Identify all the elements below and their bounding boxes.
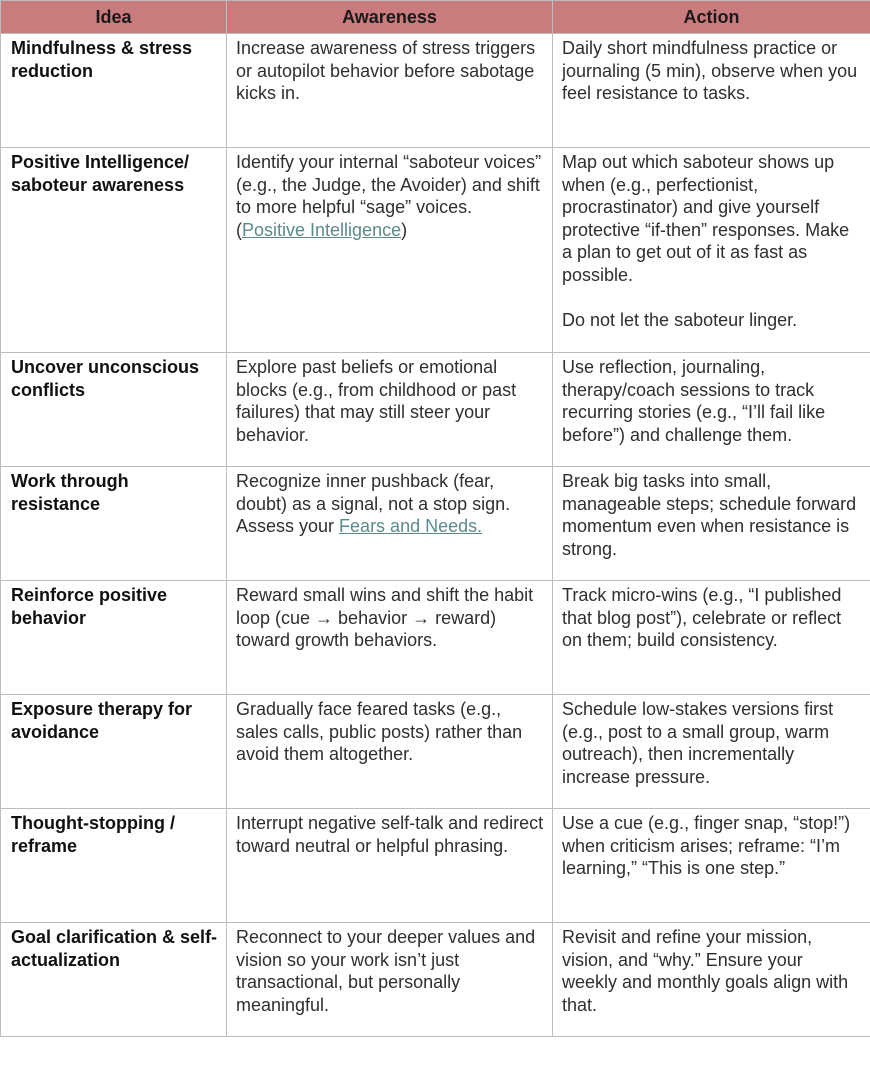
awareness-cell: Reward small wins and shift the habit loop (cue → behavior → reward) toward growth behaviors. [227,581,553,695]
fears-and-needs-link[interactable]: Fears and Needs. [339,516,483,537]
action-cell: Track micro-wins (e.g., “I published that blog post”), celebrate or reflect on them; build consistency. [553,581,870,695]
table-row [1,923,870,1037]
awareness-cell: Interrupt negative self-talk and redirect toward neutral or helpful phrasing. [227,809,553,923]
table-row [1,695,870,809]
table-row [1,809,870,923]
table-row [1,34,870,148]
idea-cell: Reinforce positive behavior [1,581,227,695]
awareness-text: Identify your internal “saboteur voices” (e.g., the Judge, the Avoider) and shift to more helpful “sage” voices. ( [236,152,542,240]
action-cell: Schedule low-stakes versions first (e.g., post to a small group, warm outreach), then incrementally increase pressure. [553,695,870,809]
table-row [1,581,870,695]
awareness-cell: Explore past beliefs or emotional blocks (e.g., from childhood or past failures) that may still steer your behavior. [227,353,553,467]
awareness-text-end: ) [401,219,408,240]
action-cell: Use a cue (e.g., finger snap, “stop!”) when criticism arises; reframe: “I’m learning,” “This is one step.” [553,809,870,923]
header-awareness: Awareness [227,1,553,34]
positive-intelligence-link[interactable]: Positive Intelligence [242,219,402,240]
action-note: Do not let the saboteur linger. [562,310,798,331]
action-cell: Break big tasks into small, manageable steps; schedule forward momentum even when resistance is strong. [553,467,870,581]
table-row [1,467,870,581]
awareness-cell: Reconnect to your deeper values and vision so your work isn’t just transactional, but personally meaningful. [227,923,553,1037]
idea-cell: Goal clarification & self-actualization [1,923,227,1037]
header-action: Action [553,1,870,34]
awareness-cell: Increase awareness of stress triggers or autopilot behavior before sabotage kicks in. [227,34,553,148]
idea-cell: Uncover unconscious conflicts [1,353,227,467]
awareness-cell: Gradually face feared tasks (e.g., sales calls, public posts) rather than avoid them altogether. [227,695,553,809]
idea-cell: Thought-stopping / reframe [1,809,227,923]
awareness-cell [227,148,553,353]
awareness-cell [227,467,553,581]
action-cell [553,148,870,353]
header-idea: Idea [1,1,227,34]
header-row [1,1,870,34]
table-row [1,353,870,467]
action-text: Map out which saboteur shows up when (e.g., perfectionist, procrastinator) and give yourself protective “if-then” responses. Make a plan to get out of it as fast as possible. [562,152,850,285]
idea-cell: Exposure therapy for avoidance [1,695,227,809]
action-cell: Use reflection, journaling, therapy/coach sessions to track recurring stories (e.g., “I’ll fail like before”) and challenge them. [553,353,870,467]
idea-cell: Work through resistance [1,467,227,581]
table-row [1,148,870,353]
action-cell: Revisit and refine your mission, vision, and “why.” Ensure your weekly and monthly goals align with that. [553,923,870,1037]
action-cell: Daily short mindfulness practice or journaling (5 min), observe when you feel resistance to tasks. [553,34,870,148]
awareness-text: Recognize inner pushback (fear, doubt) as a signal, not a stop sign. Assess your [236,471,511,537]
idea-cell: Positive Intelligence/ saboteur awareness [1,148,227,353]
idea-cell: Mindfulness & stress reduction [1,34,227,148]
